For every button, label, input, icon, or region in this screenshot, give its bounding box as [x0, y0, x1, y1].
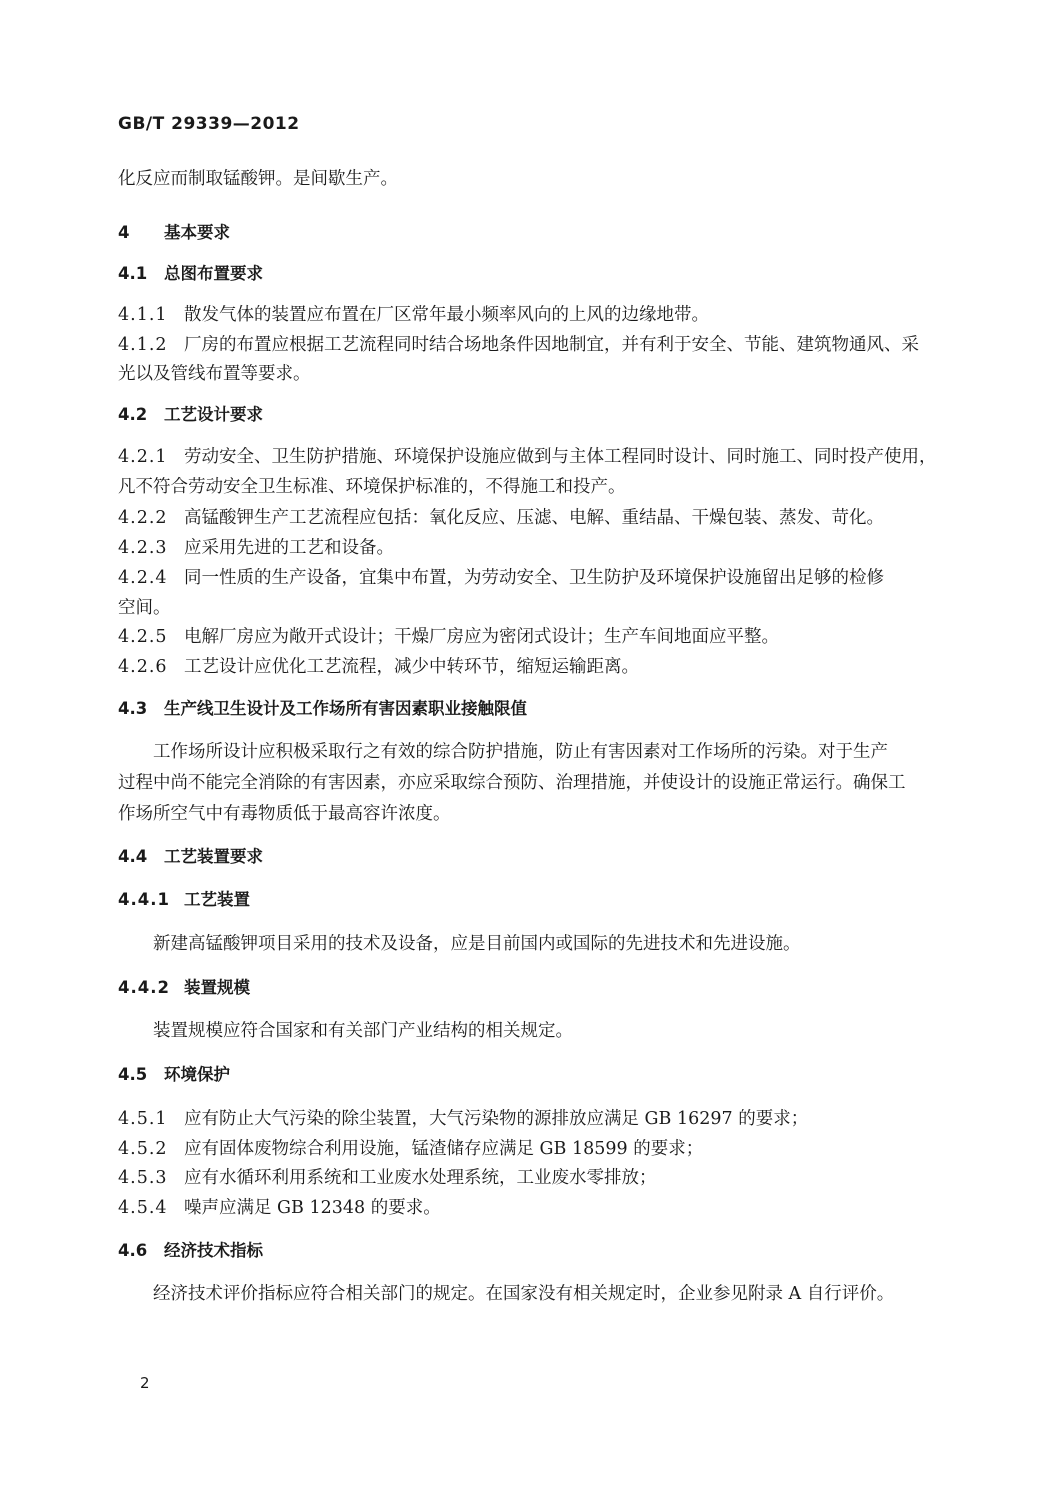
section-4-3-paragraph-line-1: 工作场所设计应积极采取行之有效的综合防护措施，防止有害因素对工作场所的污染。对于生产	[153, 742, 888, 762]
section-4-3-paragraph-line-3: 作场所空气中有毒物质低于最高容许浓度。	[118, 804, 451, 824]
clause-4-1-2	[118, 333, 919, 357]
section-number: 4.6	[118, 1241, 148, 1260]
clause-4-4-1-text: 新建高锰酸钾项目采用的技术及设备，应是目前国内或国际的先进技术和先进设施。	[153, 934, 801, 954]
clause-4-1-2-cont: 光以及管线布置等要求。	[118, 364, 311, 384]
clause-number: 4.2.6	[118, 657, 168, 677]
section-4-5-heading	[118, 1063, 230, 1087]
clause-4-2-5	[118, 625, 779, 649]
clause-number: 4.4.2	[118, 978, 170, 997]
clause-4-2-2	[118, 506, 884, 530]
section-4-6-paragraph: 经济技术评价指标应符合相关部门的规定。在国家没有相关规定时，企业参见附录 A 自行评价。	[153, 1284, 895, 1304]
section-number: 4	[118, 223, 130, 242]
section-title: 生产线卫生设计及工作场所有害因素职业接触限值	[164, 699, 527, 718]
clause-number: 4.2.5	[118, 627, 168, 647]
section-title: 工艺装置要求	[164, 847, 263, 866]
clause-number: 4.5.1	[118, 1109, 168, 1129]
clause-4-1-1	[118, 303, 709, 327]
clause-text: 散发气体的装置应布置在厂区常年最小频率风向的上风的边缘地带。	[184, 305, 709, 325]
section-title: 基本要求	[164, 223, 230, 242]
clause-number: 4.4.1	[118, 890, 170, 909]
clause-4-2-1-cont: 凡不符合劳动安全卫生标准、环境保护标准的，不得施工和投产。	[118, 477, 626, 497]
clause-4-2-1	[118, 445, 937, 469]
clause-4-5-4	[118, 1196, 441, 1220]
clause-4-4-2-heading	[118, 976, 250, 1000]
clause-4-4-2-text: 装置规模应符合国家和有关部门产业结构的相关规定。	[153, 1021, 573, 1041]
clause-text: 同一性质的生产设备，宜集中布置，为劳动安全、卫生防护及环境保护设施留出足够的检修	[184, 568, 884, 588]
section-4-3-paragraph-line-2: 过程中尚不能完全消除的有害因素，亦应采取综合预防、治理措施，并使设计的设施正常运行。确保工	[118, 773, 906, 793]
clause-text: 电解厂房应为敞开式设计；干燥厂房应为密闭式设计；生产车间地面应平整。	[184, 627, 779, 647]
clause-text: 应有固体废物综合利用设施，锰渣储存应满足 GB 18599 的要求；	[184, 1139, 704, 1159]
clause-text: 工艺设计应优化工艺流程，减少中转环节，缩短运输距离。	[184, 657, 639, 677]
clause-number: 4.1.2	[118, 335, 168, 355]
standard-code: GB/T 29339—2012	[118, 114, 300, 134]
clause-4-5-1	[118, 1107, 808, 1131]
section-title: 工艺设计要求	[164, 405, 263, 424]
clause-number: 4.5.4	[118, 1198, 168, 1218]
section-number: 4.4	[118, 847, 148, 866]
clause-4-2-6	[118, 655, 639, 679]
clause-4-5-3	[118, 1166, 657, 1190]
clause-4-2-3	[118, 536, 394, 560]
clause-text: 应有水循环利用系统和工业废水处理系统，工业废水零排放；	[184, 1168, 657, 1188]
clause-4-5-2	[118, 1137, 703, 1161]
clause-number: 4.2.3	[118, 538, 168, 558]
section-4-3-heading	[118, 697, 527, 721]
clause-number: 4.2.2	[118, 508, 168, 528]
clause-number: 4.5.3	[118, 1168, 168, 1188]
page-number: 2	[140, 1374, 150, 1392]
section-title: 经济技术指标	[164, 1241, 263, 1260]
section-title: 环境保护	[164, 1065, 230, 1084]
clause-number: 4.2.4	[118, 568, 168, 588]
section-4-1-heading	[118, 262, 263, 286]
clause-4-2-4-cont: 空间。	[118, 598, 171, 618]
clause-title: 装置规模	[184, 978, 250, 997]
clause-title: 工艺装置	[184, 890, 250, 909]
section-4-heading	[118, 221, 230, 245]
clause-4-4-1-heading	[118, 888, 250, 912]
continuation-text: 化反应而制取锰酸钾。是间歇生产。	[118, 169, 398, 189]
section-number: 4.2	[118, 405, 148, 424]
section-number: 4.3	[118, 699, 148, 718]
clause-text: 应采用先进的工艺和设备。	[184, 538, 394, 558]
section-4-6-heading	[118, 1239, 263, 1263]
section-title: 总图布置要求	[164, 264, 263, 283]
section-number: 4.1	[118, 264, 148, 283]
clause-number: 4.5.2	[118, 1139, 168, 1159]
section-4-2-heading	[118, 403, 263, 427]
clause-text: 应有防止大气污染的除尘装置，大气污染物的源排放应满足 GB 16297 的要求；	[184, 1109, 809, 1129]
clause-text: 噪声应满足 GB 12348 的要求。	[184, 1198, 441, 1218]
clause-text: 劳动安全、卫生防护措施、环境保护设施应做到与主体工程同时设计、同时施工、同时投产使用，	[184, 447, 937, 467]
clause-text: 高锰酸钾生产工艺流程应包括：氧化反应、压滤、电解、重结晶、干燥包装、蒸发、苛化。	[184, 508, 884, 528]
clause-4-2-4	[118, 566, 884, 590]
section-4-4-heading	[118, 845, 263, 869]
clause-number: 4.1.1	[118, 305, 168, 325]
section-number: 4.5	[118, 1065, 148, 1084]
clause-number: 4.2.1	[118, 447, 168, 467]
clause-text: 厂房的布置应根据工艺流程同时结合场地条件因地制宜，并有利于安全、节能、建筑物通风、采	[184, 335, 919, 355]
